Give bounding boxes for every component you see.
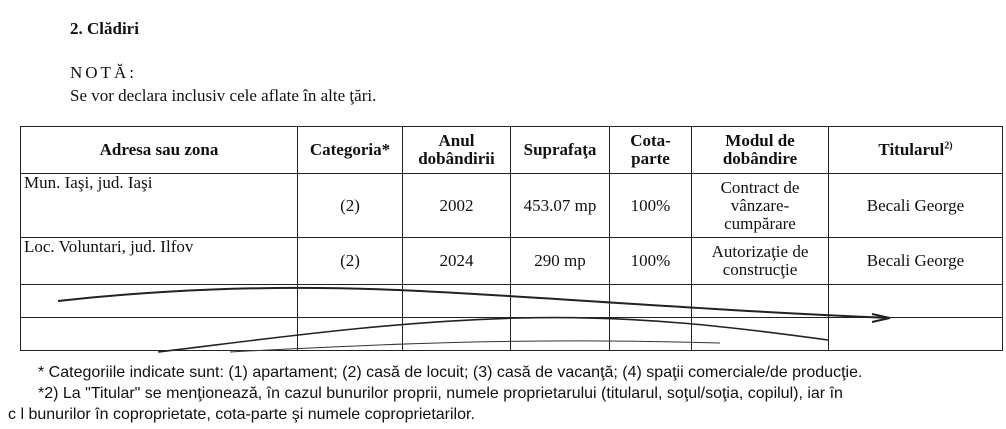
header-share [610, 127, 692, 174]
footnote-categories: * Categoriile indicate sunt: (1) apartament; (2) casă de locuit; (3) casă de vacanţă; (4) spaţii comerciale/de producţie. [38, 364, 863, 381]
table-row [21, 174, 1003, 238]
row-holder: Becali George [829, 238, 1003, 285]
empty-cell [298, 318, 403, 351]
header-category: Categoria* [298, 127, 403, 174]
row-mode-line: vânzare- [730, 195, 790, 215]
footnote-holder-continued: c l bunurilor în coproprietate, cota-parte şi numele coproprietarilor. [8, 406, 475, 423]
empty-cell [403, 285, 511, 318]
header-area: Suprafaţa [511, 127, 610, 174]
empty-cell [692, 318, 829, 351]
row-mode-line: Autorizaţie de [711, 242, 809, 261]
empty-cell [511, 285, 610, 318]
footnote-holder: *2) La "Titular" se menţionează, în cazul bunurilor proprii, numele proprietarului (titularul, soţul/soţia, copilul), iar în [38, 385, 843, 402]
row-address: Loc. Voluntari, jud. Ilfov [21, 238, 298, 285]
empty-cell [610, 318, 692, 351]
table-row [21, 238, 1003, 285]
header-holder-label: Titularul [878, 140, 945, 159]
header-mode-line2: dobândire [722, 149, 798, 168]
empty-row [21, 285, 1003, 318]
row-mode-line: cumpărare [724, 213, 796, 233]
row-mode [692, 174, 829, 238]
header-share-line2: parte [631, 149, 670, 168]
note-title: NOTĂ: [70, 63, 137, 82]
row-category: (2) [298, 238, 403, 285]
empty-cell [610, 285, 692, 318]
empty-cell [829, 285, 1003, 318]
empty-cell [511, 318, 610, 351]
empty-cell [298, 285, 403, 318]
header-share-line1: Cota- [630, 131, 671, 150]
row-share: 100% [610, 174, 692, 238]
empty-cell [21, 318, 298, 351]
header-year [403, 127, 511, 174]
footnotes [0, 362, 1006, 425]
section-title: 2. Clădiri [70, 19, 139, 38]
header-year-line1: Anul [438, 131, 475, 150]
empty-cell [403, 318, 511, 351]
empty-cell [21, 285, 298, 318]
row-mode [692, 238, 829, 285]
row-area: 290 mp [511, 238, 610, 285]
empty-row [21, 318, 1003, 351]
header-mode-line1: Modul de [725, 131, 795, 150]
buildings-table [20, 126, 1003, 351]
empty-cell [692, 285, 829, 318]
row-category: (2) [298, 174, 403, 238]
header-mode [692, 127, 829, 174]
header-address: Adresa sau zona [21, 127, 298, 174]
row-mode-line: construcţie [722, 260, 798, 279]
row-year: 2024 [403, 238, 511, 285]
row-year: 2002 [403, 174, 511, 238]
row-holder: Becali George [829, 174, 1003, 238]
row-mode-line: Contract de [720, 177, 800, 197]
row-share: 100% [610, 238, 692, 285]
header-holder-footnote-mark: 2) [944, 140, 953, 152]
header-year-line2: dobândirii [418, 149, 495, 168]
row-address: Mun. Iaşi, jud. Iaşi [21, 174, 298, 238]
table-header-row [21, 127, 1003, 174]
note-text: Se vor declara inclusiv cele aflate în alte ţări. [70, 86, 377, 105]
header-holder [829, 127, 1003, 174]
empty-cell [829, 318, 1003, 351]
row-area: 453.07 mp [511, 174, 610, 238]
